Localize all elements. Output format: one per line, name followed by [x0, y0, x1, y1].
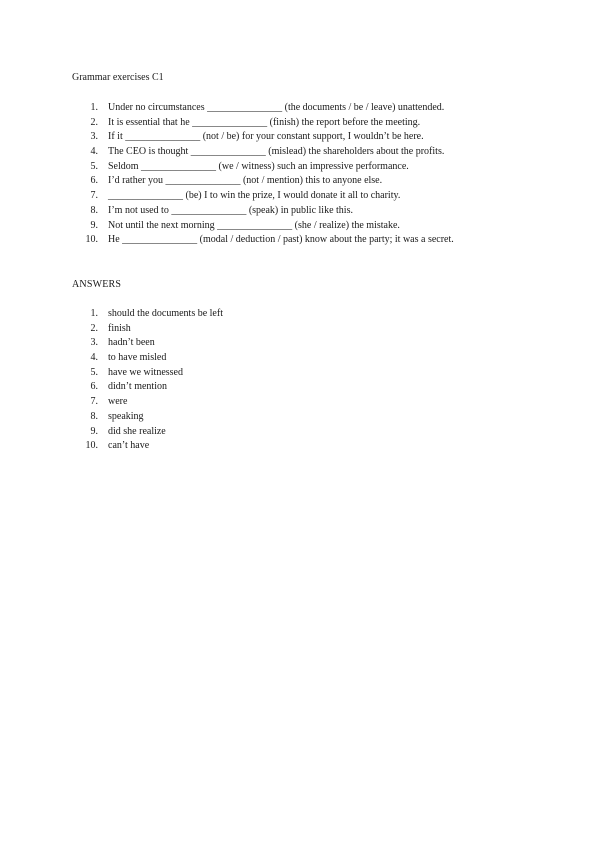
answer-text: to have misled: [108, 352, 167, 364]
answer-number: 8.: [90, 410, 98, 422]
exercise-text: Seldom _______________ (we / witness) such an impressive performance.: [108, 160, 409, 172]
answer-text: hadn’t been: [108, 337, 155, 349]
answer-text: can’t have: [108, 440, 150, 452]
answer-number: 3.: [90, 337, 98, 349]
exercise-text: It is essential that he _______________ (finish) the report before the meeting.: [108, 116, 421, 128]
answer-text: have we witnessed: [108, 366, 183, 378]
answer-number: 10.: [85, 440, 98, 452]
exercise-number: 4.: [90, 146, 98, 158]
answer-number: 9.: [90, 425, 98, 437]
exercise-number: 7.: [90, 190, 98, 202]
answer-number: 6.: [90, 381, 98, 393]
answer-number: 4.: [90, 352, 98, 364]
exercise-text: He _______________ (modal / deduction / past) know about the party; it was a secret.: [108, 234, 454, 246]
answer-text: did she realize: [108, 425, 166, 437]
exercise-text: Not until the next morning _______________ (she / realize) the mistake.: [108, 219, 400, 231]
exercise-number: 8.: [90, 204, 98, 216]
answer-text: should the documents be left: [108, 308, 223, 319]
answer-text: finish: [108, 322, 131, 334]
exercise-text: Under no circumstances _______________ (the documents / be / leave) unattended.: [108, 102, 445, 113]
answer-number: 1.: [90, 308, 98, 319]
answer-text: were: [108, 396, 128, 408]
answer-number: 5.: [90, 366, 98, 378]
answers-heading: ANSWERS: [72, 279, 122, 290]
answer-number: 7.: [90, 396, 98, 408]
document-title: Grammar exercises C1: [72, 72, 164, 83]
exercise-number: 6.: [90, 175, 98, 187]
answer-text: didn’t mention: [108, 381, 167, 393]
exercise-text: I’m not used to _______________ (speak) in public like this.: [108, 204, 353, 216]
exercise-text: I’d rather you _______________ (not / mention) this to anyone else.: [108, 175, 383, 187]
exercise-number: 9.: [90, 219, 98, 231]
exercise-number: 10.: [85, 234, 98, 246]
exercise-text: The CEO is thought _______________ (mislead) the shareholders about the profits.: [108, 146, 445, 158]
answer-number: 2.: [90, 322, 98, 334]
exercise-number: 1.: [90, 102, 98, 113]
exercise-text: _______________ (be) I to win the prize, I would donate it all to charity.: [108, 190, 401, 202]
answer-text: speaking: [108, 410, 144, 422]
exercise-number: 3.: [90, 131, 98, 143]
exercise-number: 2.: [90, 116, 98, 128]
exercise-number: 5.: [90, 160, 98, 172]
exercise-text: If it _______________ (not / be) for your constant support, I wouldn’t be here.: [108, 131, 424, 143]
